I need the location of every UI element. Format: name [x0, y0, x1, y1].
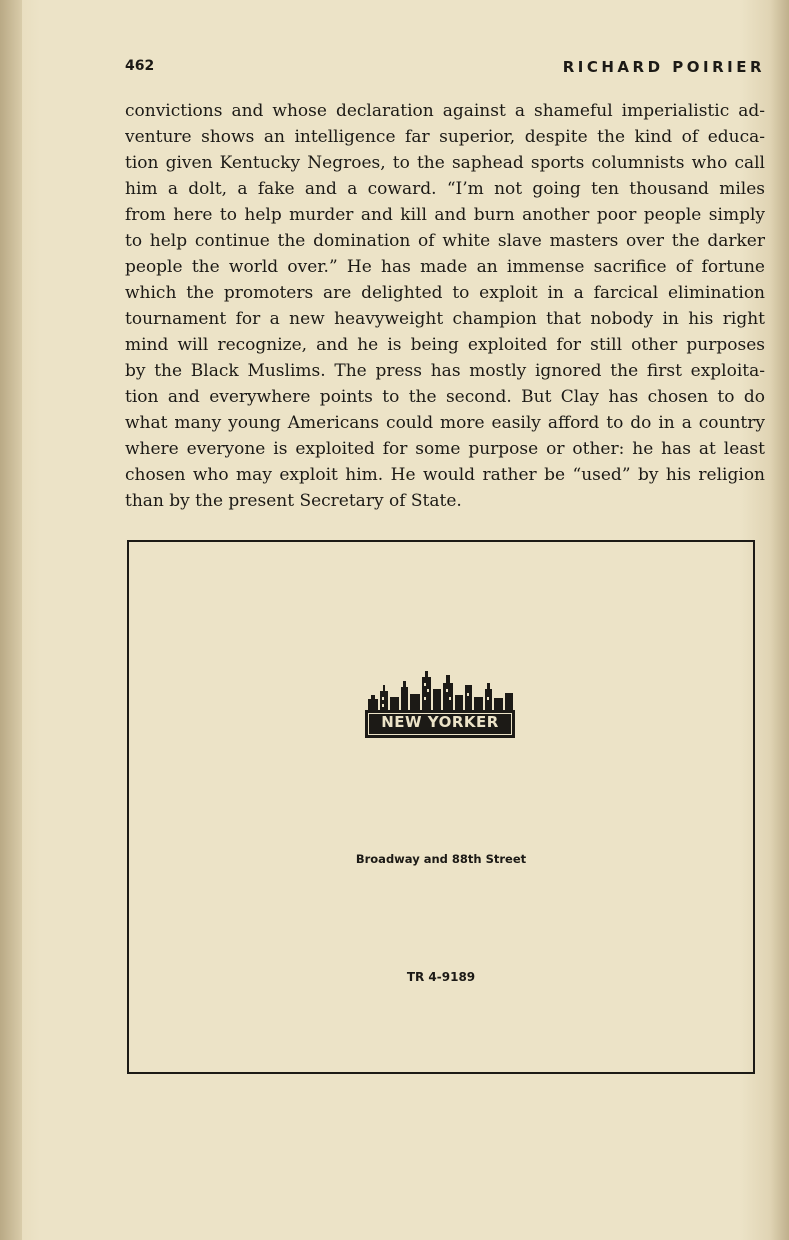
text-line: tion given Kentucky Negroes, to the saphead sports columnists who call [125, 153, 765, 173]
text-line: people the world over.” He has made an immense sacrifice of fortune [125, 257, 765, 277]
text-line: mind will recognize, and he is being exploited for still other purposes [125, 335, 765, 355]
book-gutter [0, 0, 22, 1240]
page-number: 462 [125, 58, 155, 74]
text-line: tournament for a new heavyweight champion that nobody in his right [125, 309, 765, 329]
ad-phone: TR 4-9189 [406, 970, 476, 984]
skyline-icon [362, 667, 522, 713]
logo-wordmark: NEW YORKER [381, 713, 499, 731]
text-line: venture shows an intelligence far superior, despite the kind of educa- [125, 127, 765, 147]
text-line: to help continue the domination of white slave masters over the darker [125, 231, 765, 251]
text-line: from here to help murder and kill and burn another poor people simply [125, 205, 765, 225]
ad-address: Broadway and 88th Street [355, 852, 527, 866]
text-line: chosen who may exploit him. He would rather be “used” by his religion [125, 465, 765, 485]
text-line: by the Black Muslims. The press has mostly ignored the first exploita- [125, 361, 765, 381]
text-line: tion and everywhere points to the second. But Clay has chosen to do [125, 387, 765, 407]
text-line: where everyone is exploited for some purpose or other: he has at least [125, 439, 765, 459]
text-line: which the promoters are delighted to exploit in a farcical elimination [125, 283, 765, 303]
running-head: RICHARD POIRIER [562, 58, 765, 76]
text-line: convictions and whose declaration against a shameful imperialistic ad- [125, 101, 765, 121]
new-yorker-logo [362, 667, 522, 742]
text-line: what many young Americans could more easily afford to do in a country [125, 413, 765, 433]
body-paragraph [125, 98, 765, 514]
page-header [125, 58, 765, 80]
theater-advertisement [127, 540, 755, 1074]
logo-plate [365, 710, 515, 738]
text-line: him a dolt, a fake and a coward. “I’m not going ten thousand miles [125, 179, 765, 199]
text-line: than by the present Secretary of State. [125, 491, 462, 511]
